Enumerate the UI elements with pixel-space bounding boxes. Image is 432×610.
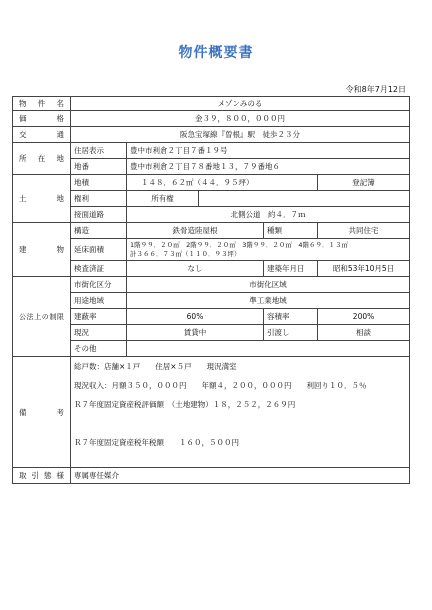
remarks-line-4: Ｒ７年度固定資産税年税額 １６０，５００円 <box>74 438 239 447</box>
label-price: 価格 <box>13 111 71 127</box>
remarks-line-3: Ｒ７年度固定資産税評価額 （土地建物）１８，２５２，２６９円 <box>74 400 296 409</box>
row-inspection <box>13 261 410 277</box>
value-built-date: 昭和53年10月5日 <box>318 261 410 277</box>
value-current-status: 賃貸中 <box>127 325 264 341</box>
value-inspection: なし <box>127 261 264 277</box>
value-urban-division: 市街化区域 <box>127 277 410 293</box>
label-land-area: 地積 <box>71 175 127 191</box>
value-structure: 鉄骨造陸屋根 <box>127 223 264 239</box>
label-structure: 構造 <box>71 223 127 239</box>
label-location: 所在地 <box>13 143 71 175</box>
value-floor-area <box>127 239 410 261</box>
value-coverage: 60% <box>127 309 264 325</box>
property-summary-table <box>12 96 410 484</box>
value-zoning: 準工業地域 <box>127 293 410 309</box>
value-remarks <box>71 357 410 468</box>
label-land-rights: 権利 <box>71 191 127 207</box>
label-traffic: 交通 <box>13 127 71 143</box>
label-inspection: 検査済証 <box>71 261 127 277</box>
remarks-spacer <box>74 414 406 433</box>
label-remarks: 備考 <box>13 357 71 468</box>
row-transaction <box>13 468 410 484</box>
row-residence <box>13 143 410 159</box>
row-land-road <box>13 207 410 223</box>
label-floor-area: 延床面積 <box>71 239 127 261</box>
label-building: 建物 <box>13 223 71 277</box>
value-transaction: 専属専任媒介 <box>71 468 410 484</box>
remarks-line-1: 総戸数：店舗×１戸 住居×５戸 現況満室 <box>74 362 237 371</box>
value-lot: 豊中市利倉２丁目７８番地１３，７９番地６ <box>127 159 410 175</box>
label-zoning: 用途地域 <box>71 293 127 309</box>
value-handover: 相談 <box>318 325 410 341</box>
row-property-name <box>13 97 410 111</box>
value-property-name: メゾンみのる <box>71 97 410 111</box>
value-land-area: １４８．６２㎡（４４．９５坪） <box>127 175 318 191</box>
value-traffic: 阪急宝塚線『曽根』駅 徒歩２３分 <box>71 127 410 143</box>
row-lot <box>13 159 410 175</box>
value-land-registry: 登記簿 <box>318 175 410 191</box>
page-title: 物件概要書 <box>178 45 254 61</box>
label-built-date: 建築年月日 <box>264 261 318 277</box>
row-building-structure <box>13 223 410 239</box>
row-coverage <box>13 309 410 325</box>
label-land-road: 接面道路 <box>71 207 127 223</box>
row-zoning <box>13 293 410 309</box>
value-residence: 豊中市利倉２丁目７番１９号 <box>127 143 410 159</box>
label-urban-division: 市街化区分 <box>71 277 127 293</box>
label-current-status: 現況 <box>71 325 127 341</box>
value-other <box>127 341 410 357</box>
value-floor-area-ratio: 200% <box>318 309 410 325</box>
row-land-area <box>13 175 410 191</box>
label-residence: 住居表示 <box>71 143 127 159</box>
row-price <box>13 111 410 127</box>
value-building-type: 共同住宅 <box>318 223 410 239</box>
row-floor-area <box>13 239 410 261</box>
row-traffic <box>13 127 410 143</box>
label-lot: 地番 <box>71 159 127 175</box>
row-urban-division <box>13 277 410 293</box>
label-property-name: 物件名 <box>13 97 71 111</box>
value-land-road: 北側公道 約４．７ｍ <box>127 207 410 223</box>
empty-cell <box>199 191 410 207</box>
label-other: その他 <box>71 341 127 357</box>
label-coverage: 建蔽率 <box>71 309 127 325</box>
row-current-status <box>13 325 410 341</box>
document-date: 令和8年7月12日 <box>345 85 406 94</box>
floor-area-line-1: 1階９９．２０㎡ 2階９９．２０㎡ 3階９９．２０㎡ 4階６９．１３㎡ <box>130 240 349 249</box>
value-land-rights: 所有権 <box>127 191 199 207</box>
label-land: 土地 <box>13 175 71 223</box>
label-transaction: 取引態様 <box>13 468 71 484</box>
floor-area-line-2: 計３６６．７３㎡（１１０．９３坪） <box>130 249 241 258</box>
label-handover: 引渡し <box>264 325 318 341</box>
label-floor-area-ratio: 容積率 <box>264 309 318 325</box>
value-price: 金３９，８００，０００円 <box>71 111 410 127</box>
row-land-rights <box>13 191 410 207</box>
label-building-type: 種類 <box>264 223 318 239</box>
label-public-restrictions: 公法上の制限 <box>13 277 71 357</box>
remarks-line-2: 現況収入：月額３５０，０００円 年額４，２００，０００円 利回り１０．５％ <box>74 381 367 390</box>
row-remarks <box>13 357 410 468</box>
row-other <box>13 341 410 357</box>
